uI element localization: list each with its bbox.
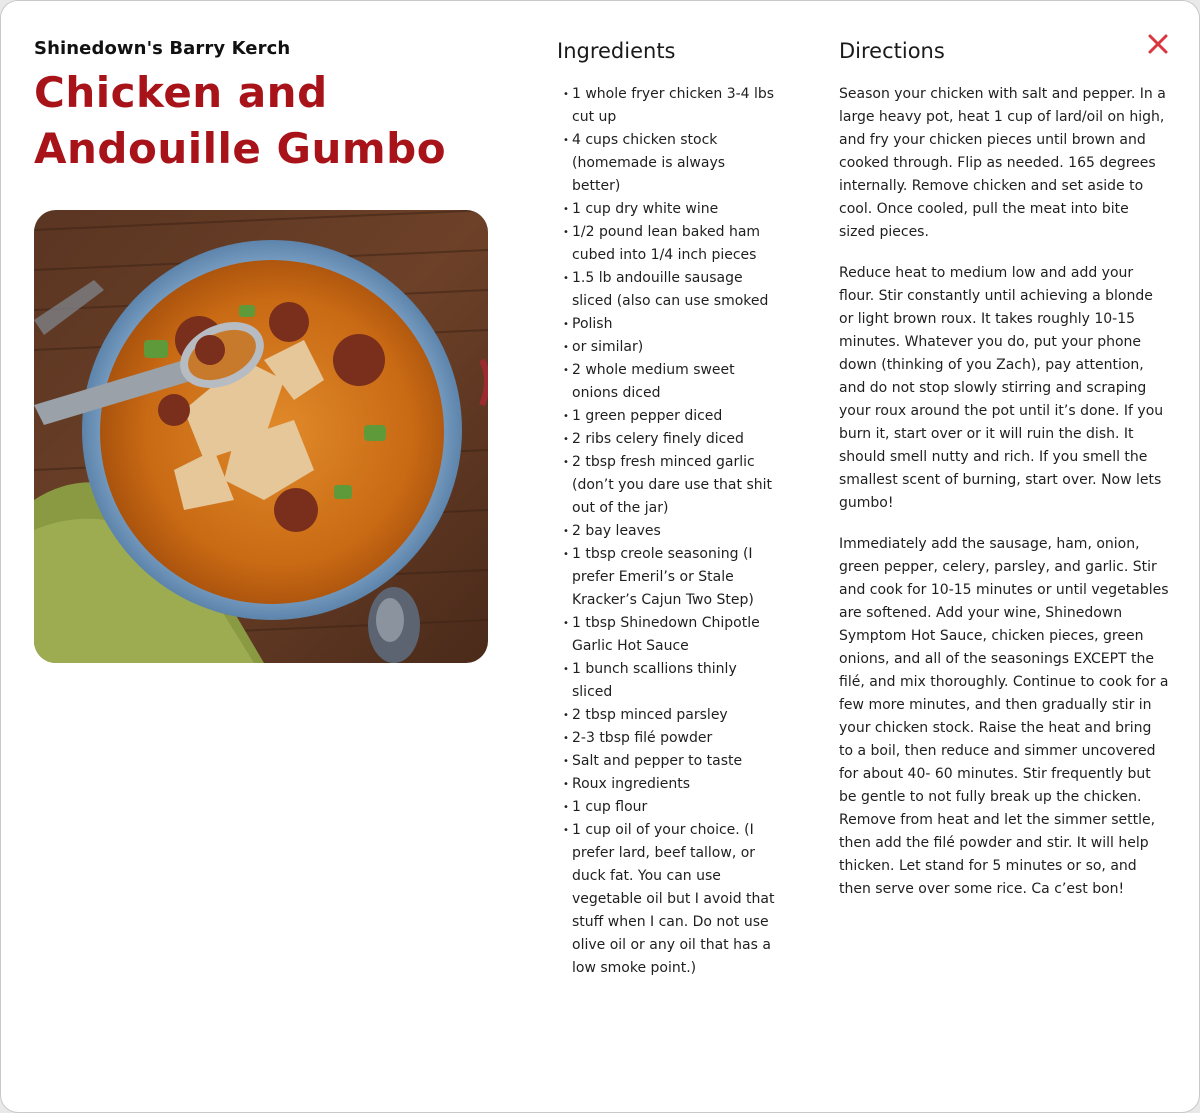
ingredients-heading: Ingredients <box>557 39 676 63</box>
ingredient-item: • Roux ingredients <box>557 773 777 796</box>
ingredient-item: • 1/2 pound lean baked ham cubed into 1/4 inch pieces <box>557 221 777 267</box>
ingredient-item: • 1 cup dry white wine <box>557 198 777 221</box>
directions-body <box>839 83 1169 901</box>
direction-step: Reduce heat to medium low and add your flour. Stir constantly until achieving a blonde or light brown roux. It takes roughly 10-15 minutes. Whatever you do, put your phone down (thinking of you Zach), pay attention, and do not stop slowly stirring and scraping your roux around the pot until it’s done. If you burn it, start over or it will ruin the dish. It should smell nutty and rich. If you smell the smallest scent of burning, start over. Now lets gumbo! <box>839 265 1164 511</box>
ingredient-item: • 4 cups chicken stock (homemade is always better) <box>557 129 777 198</box>
gumbo-bowl-image <box>34 210 488 663</box>
directions-heading: Directions <box>839 39 945 63</box>
ingredient-item: • 1 green pepper diced <box>557 405 777 428</box>
ingredients-section <box>557 37 777 980</box>
directions-section <box>839 37 1169 901</box>
ingredient-item: • 2 ribs celery finely diced <box>557 428 777 451</box>
ingredient-item: • 2-3 tbsp filé powder <box>557 727 777 750</box>
ingredient-item: • 2 tbsp fresh minced garlic (don’t you dare use that shit out of the jar) <box>557 451 777 520</box>
ingredient-item: • or similar) <box>557 336 777 359</box>
ingredient-item: • Salt and pepper to taste <box>557 750 777 773</box>
ingredient-item: • 2 bay leaves <box>557 520 777 543</box>
ingredient-item: • 2 tbsp minced parsley <box>557 704 777 727</box>
ingredient-item: • 1.5 lb andouille sausage sliced (also can use smoked <box>557 267 777 313</box>
direction-step: Season your chicken with salt and pepper. In a large heavy pot, heat 1 cup of lard/oil on high, and fry your chicken pieces until brown and cooked through. Flip as needed. 165 degrees internally. Remove chicken and set aside to cool. Once cooled, pull the meat into bite sized pieces. <box>839 86 1166 240</box>
ingredient-item: • 1 cup flour <box>557 796 777 819</box>
ingredient-item: • Polish <box>557 313 777 336</box>
recipe-byline: Shinedown's Barry Kerch <box>34 38 291 59</box>
ingredient-item: • 1 tbsp Shinedown Chipotle Garlic Hot Sauce <box>557 612 777 658</box>
ingredient-item: • 1 tbsp creole seasoning (I prefer Emeril’s or Stale Kracker’s Cajun Two Step) <box>557 543 777 612</box>
direction-step: Immediately add the sausage, ham, onion, green pepper, celery, parsley, and garlic. Stir and cook for 10-15 minutes or until vegetables are softened. Add your wine, Shinedown Symptom Hot Sauce, chicken pieces, green onions, and all of the seasonings EXCEPT the filé, and mix thoroughly. Continue to cook for a few more minutes, and then gradually stir in your chicken stock. Raise the heat and bring to a boil, then reduce and simmer uncovered for about 40- 60 minutes. Stir frequently but be gentle to not fully break up the chicken. Remove from heat and let the simmer settle, then add the filé powder and stir. It will help thicken. Let stand for 5 minutes or so, and then serve over some rice. Ca c’est bon! <box>839 536 1169 897</box>
ingredient-item: • 1 bunch scallions thinly sliced <box>557 658 777 704</box>
ingredient-item: • 2 whole medium sweet onions diced <box>557 359 777 405</box>
recipe-header <box>34 37 504 177</box>
close-icon[interactable] <box>1144 30 1172 58</box>
ingredients-list <box>557 83 777 980</box>
ingredient-item: • 1 cup oil of your choice. (I prefer lard, beef tallow, or duck fat. You can use vegetable oil but I avoid that stuff when I can. Do not use olive oil or any oil that has a low smoke point.) <box>557 819 777 980</box>
ingredient-item: • 1 whole fryer chicken 3-4 lbs cut up <box>557 83 777 129</box>
recipe-title: Chicken and Andouille Gumbo <box>34 68 447 173</box>
